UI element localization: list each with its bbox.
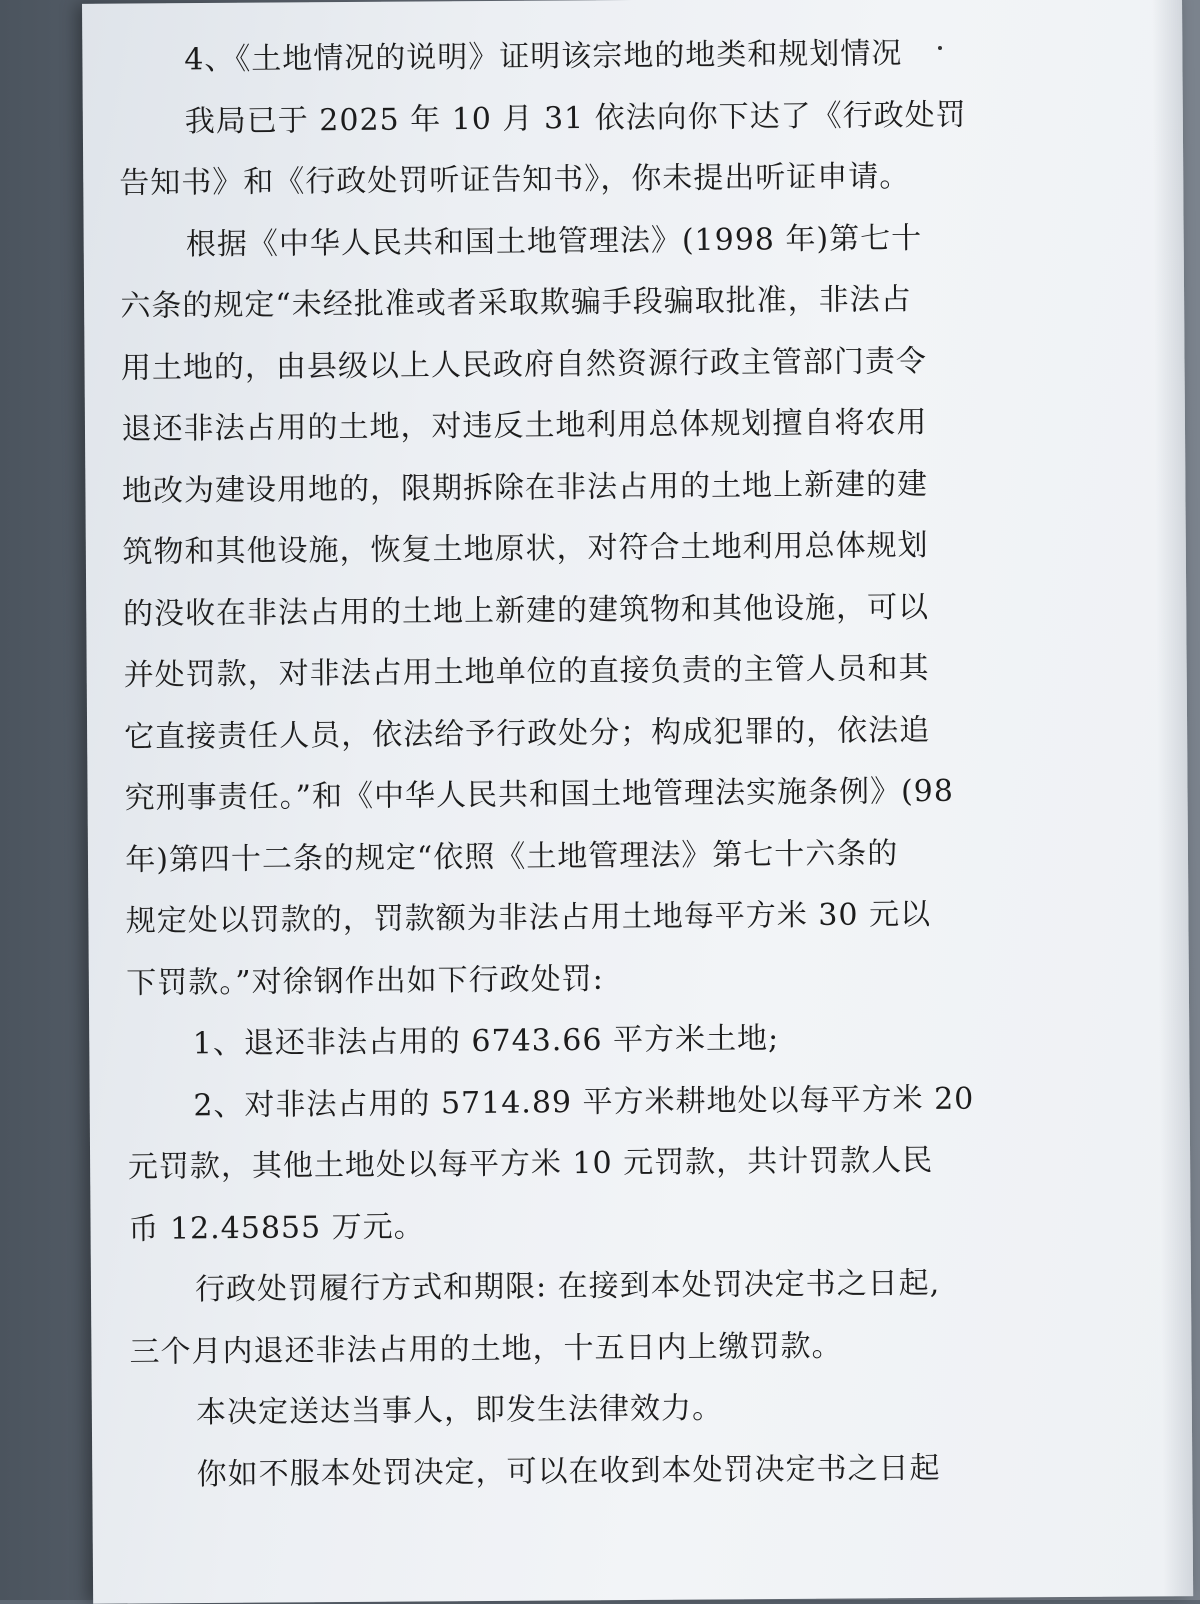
text-line: 三个月内退还非法占用的土地，十五日内上缴罚款。 (129, 1328, 843, 1370)
text-line: 1、退还非法占用的 6743.66 平方米土地; (192, 1021, 780, 1062)
text-line: 六条的规定“未经批准或者采取欺骗手段骗取批准，非法占 (120, 282, 912, 324)
text-line: 我局已于 2025 年 10 月 31 依法向你下达了《行政处罚 (184, 97, 967, 139)
text-line: 年)第四十二条的规定“依照《土地管理法》第七十六条的 (125, 835, 899, 878)
text-line: 用土地的，由县级以上人民政府自然资源行政主管部门责令 (120, 343, 928, 386)
text-line: 下罚款。”对徐钢作出如下行政处罚: (126, 961, 604, 1001)
text-line: 根据《中华人民共和国土地管理法》(1998 年)第七十 (185, 220, 923, 262)
text-line: 2、对非法占用的 5714.89 平方米耕地处以每平方米 20 (193, 1081, 975, 1123)
text-line: 地改为建设用地的，限期拆除在非法占用的土地上新建的建 (121, 466, 929, 509)
text-line: 退还非法占用的土地，对违反土地利用总体规划擅自将农用 (121, 404, 928, 447)
text-line: 筑物和其他设施，恢复土地原状，对符合土地利用总体规划 (122, 527, 929, 570)
text-line: 你如不服本处罚决定，可以在收到本处罚决定书之日起 (196, 1450, 941, 1492)
text-line: 元罚款，其他土地处以每平方米 10 元罚款，共计罚款人民 (127, 1142, 934, 1185)
text-line: 币 12.45855 万元。 (128, 1208, 425, 1247)
text-line: 行政处罚履行方式和期限: 在接到本处罚决定书之日起, (194, 1265, 941, 1308)
text-line: 本决定送达当事人，即发生法律效力。 (195, 1390, 724, 1431)
text-line: 它直接责任人员，依法给予行政处分；构成犯罪的，依法追 (124, 712, 931, 755)
text-line: 4、《土地情况的说明》证明该宗地的地类和规划情况 (184, 36, 903, 78)
document-body (118, 22, 1031, 1506)
text-line: 规定处以罚款的，罚款额为非法占用土地每平方米 30 元以 (125, 896, 932, 939)
text-line: 告知书》和《行政处罚听证告知书》，你未提出听证申请。 (119, 159, 911, 201)
text-line: 并处罚款，对非法占用土地单位的直接负责的主管人员和其 (123, 650, 930, 693)
text-line: 的没收在非法占用的土地上新建的建筑物和其他设施，可以 (122, 589, 930, 632)
text-line: 究刑事责任。”和《中华人民共和国土地管理法实施条例》(98 (124, 773, 955, 816)
